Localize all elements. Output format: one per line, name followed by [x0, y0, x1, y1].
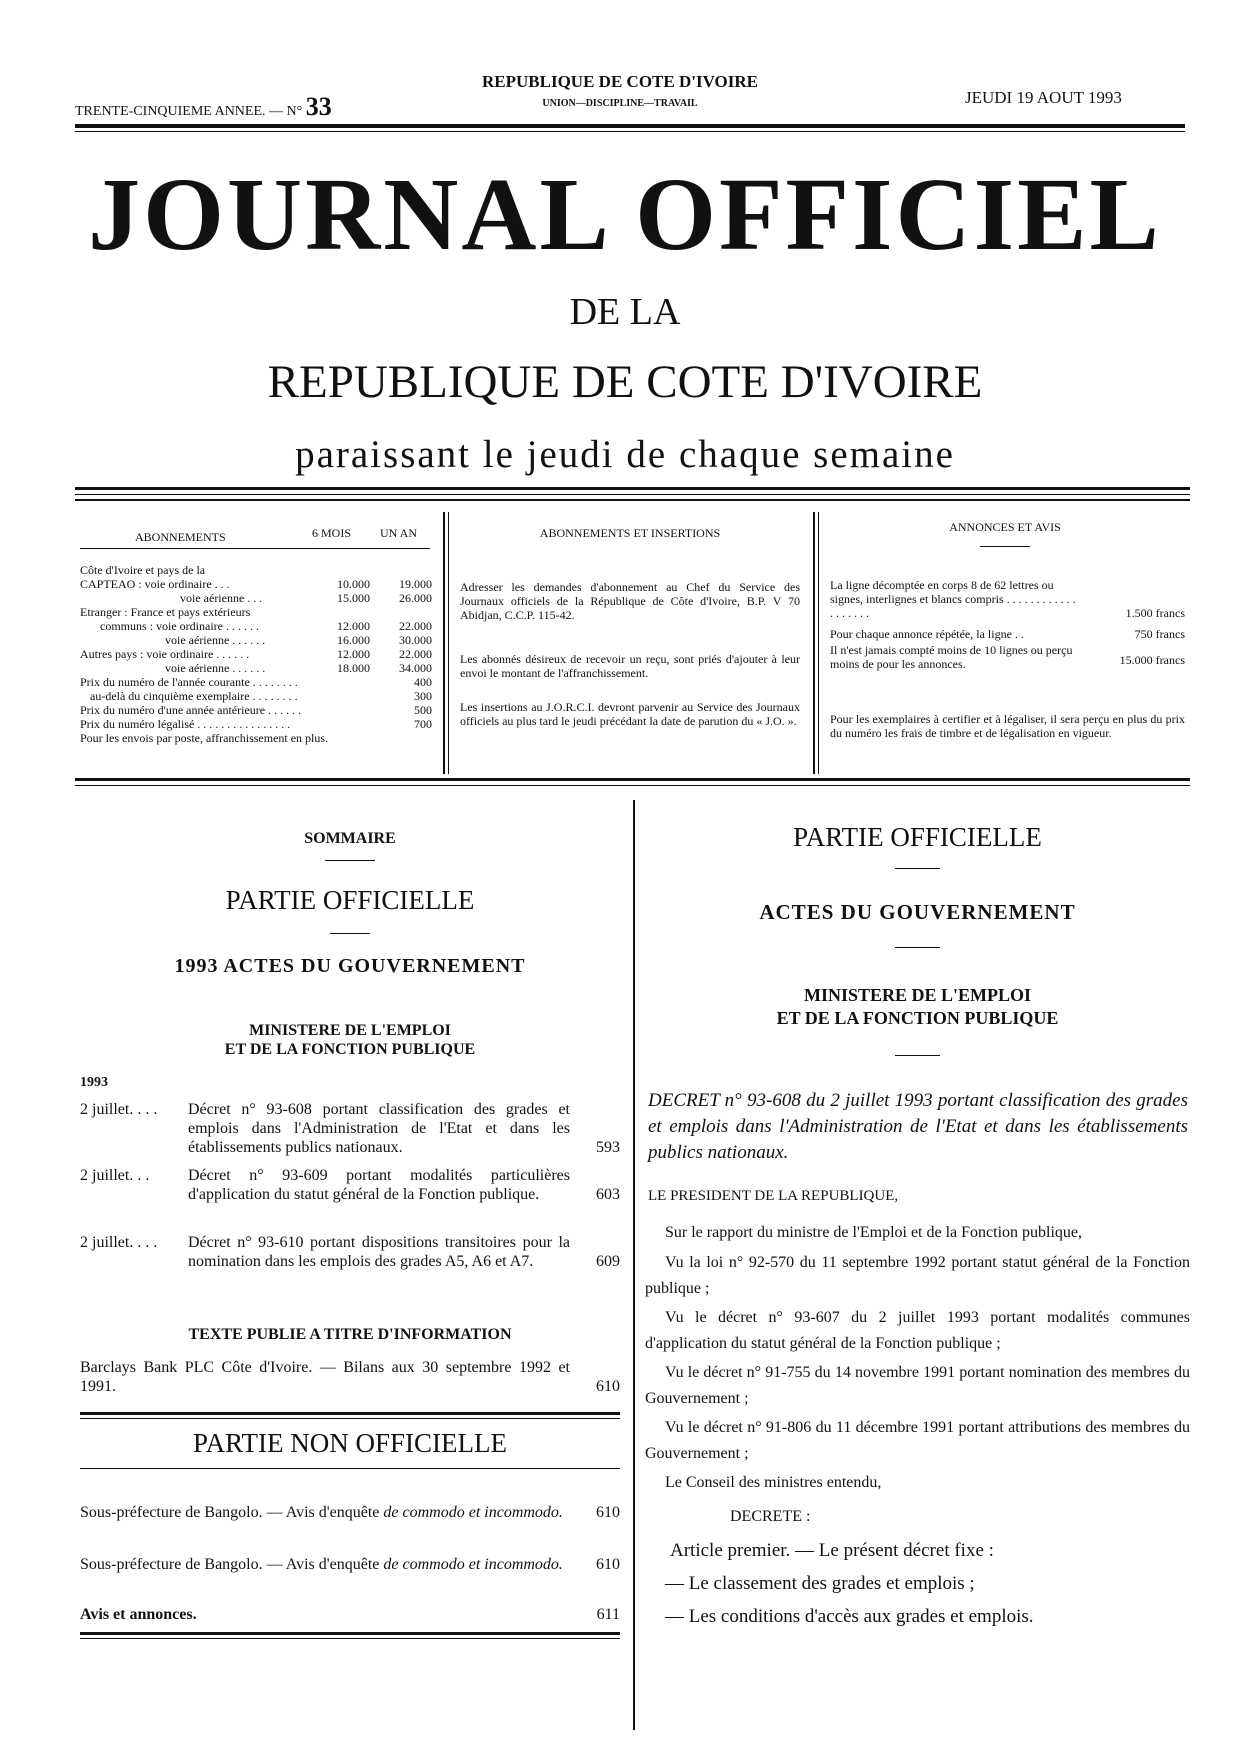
- right-actes: ACTES DU GOUVERNEMENT: [759, 900, 1076, 924]
- postal-note: Pour les envois par poste, affranchissement en plus.: [80, 731, 329, 745]
- announcements-note: Pour les exemplaires à certifier et à légaliser, il sera perçu en plus du prix du numéro les frais de timbre et de légalisation en vigueur.: [830, 712, 1185, 740]
- toc-item: 2 juillet. . . . Décret n° 93-610 portant dispositions transitoires pour la nomination dans les emplois des grades A5, A6 et A7. 609: [80, 1234, 620, 1270]
- summary-ministry-2: ET DE LA FONCTION PUBLIQUE: [224, 1041, 476, 1058]
- box-bottom-rule-1: [75, 778, 1190, 781]
- right-partie: PARTIE OFFICIELLE: [793, 822, 1042, 852]
- non-off-rule-3: [80, 1468, 620, 1469]
- subs-divider: [80, 548, 430, 549]
- body-p2: Vu la loi n° 92-570 du 11 septembre 1992 portant statut général de la Fonction publique ;: [645, 1254, 1190, 1297]
- motto: UNION—DISCIPLINE—TRAVAIL: [542, 98, 698, 109]
- article-1-b: — Les conditions d'accès aux grades et emplois.: [665, 1606, 1034, 1627]
- insertions-header: ABONNEMENTS ET INSERTIONS: [539, 526, 721, 540]
- subs-row: voie aérienne . . . . . . 16.000 30.000: [165, 633, 432, 647]
- subs-col-6mois: 6 MOIS: [312, 526, 352, 540]
- price-row: Prix du numéro légalisé . . . . . . . . . . . . . . . . 700: [80, 717, 432, 731]
- announcements-header: ANNONCES ET AVIS: [949, 520, 1061, 534]
- subtitle-republic: REPUBLIQUE DE COTE D'IVOIRE: [267, 356, 983, 408]
- summary-end-rule-1: [80, 1632, 620, 1635]
- subs-rows: [80, 563, 432, 745]
- body-p6: Le Conseil des ministres entendu,: [665, 1474, 882, 1491]
- toc-non-item: Sous-préfecture de Bangolo. — Avis d'enquête de commodo et incommodo. 610: [80, 1556, 620, 1573]
- right-sep-2: [895, 947, 940, 948]
- price-row: Prix du numéro de l'année courante . . . . . . . . 400: [80, 675, 432, 689]
- summary-actes: 1993 ACTES DU GOUVERNEMENT: [174, 955, 526, 977]
- decree-title: DECRET n° 93-608 du 2 juillet 1993 portant classification des grades et emplois dans l'Administration de l'Etat et dans les établissements publics nationaux.: [648, 1090, 1188, 1163]
- journal-title: JOURNAL OFFICIEL: [88, 157, 1162, 272]
- body-p1: Sur le rapport du ministre de l'Emploi et de la Fonction publique,: [665, 1224, 1083, 1241]
- insertions-p1: Adresser les demandes d'abonnement au Chef du Service des Journaux officiels de la République de Côte d'Ivoire, B.P. V 70 Abidjan, C.C.P. 115-42.: [460, 580, 800, 622]
- box-bottom-rule-2: [75, 785, 1190, 786]
- decrete: DECRETE :: [730, 1508, 811, 1525]
- subs-row: communs : voie ordinaire . . . . . . 12.000 22.000: [100, 619, 432, 633]
- announce-row-1: La ligne décomptée en corps 8 de 62 lettres ou signes, interlignes et blancs compris . . . . . . . . . . . . . . . . . . . 1.500 francs: [830, 578, 1185, 620]
- insertions-p3: Les insertions au J.O.R.C.I. devront parvenir au Service des Journaux officiels au plus tard le jeudi précédant la date de parution du « J.O. ».: [460, 700, 800, 728]
- body-p5: Vu le décret n° 91-806 du 11 décembre 1991 portant attributions des membres du Gouvernement ;: [645, 1419, 1190, 1462]
- summary-sep-2: [330, 933, 370, 934]
- summary-end-rule-2: [80, 1638, 620, 1639]
- summary-title: SOMMAIRE: [304, 830, 396, 847]
- president-line: LE PRESIDENT DE LA REPUBLIQUE,: [648, 1188, 899, 1204]
- right-sep-3: [895, 1055, 940, 1056]
- right-ministry-1: MINISTERE DE L'EMPLOI: [803, 985, 1032, 1005]
- non-off-rule-2: [80, 1418, 620, 1419]
- article-1-a: — Le classement des grades et emplois ;: [665, 1573, 975, 1594]
- summary-year: 1993: [80, 1075, 108, 1090]
- right-ministry-2: ET DE LA FONCTION PUBLIQUE: [776, 1008, 1059, 1028]
- box-vrule-1: [443, 512, 445, 774]
- issue-date: JEUDI 19 AOUT 1993: [965, 88, 1122, 107]
- non-off-rule-1: [80, 1412, 620, 1415]
- summary-partie-officielle: PARTIE OFFICIELLE: [225, 885, 475, 915]
- subs-header: ABONNEMENTS: [135, 530, 226, 544]
- column-divider: [633, 800, 635, 1730]
- price-row: Prix du numéro d'une année antérieure . . . . . . 500: [80, 703, 432, 717]
- subs-row: Côte d'Ivoire et pays de la: [80, 563, 206, 577]
- header-rule-3: [75, 499, 1190, 501]
- summary-non-officielle: PARTIE NON OFFICIELLE: [193, 1428, 507, 1458]
- toc-non-item: Sous-préfecture de Bangolo. — Avis d'enquête de commodo et incommodo. 610: [80, 1504, 620, 1521]
- box-vrule-2: [448, 512, 449, 774]
- body-p4: Vu le décret n° 91-755 du 14 novembre 1991 portant nomination des membres du Gouvernement ;: [645, 1364, 1190, 1407]
- subs-row: CAPTEAO : voie ordinaire . . . 10.000 19.000: [80, 577, 432, 591]
- toc-item: 2 juillet. . . . Décret n° 93-608 portant classification des grades et emplois dans l'Administration de l'Etat et dans les établissements publics nationaux. 593: [80, 1101, 620, 1156]
- right-sep-1: [895, 868, 940, 869]
- subs-row: voie aérienne . . . 15.000 26.000: [180, 591, 432, 605]
- summary-ministry-1: MINISTERE DE L'EMPLOI: [249, 1022, 451, 1039]
- subs-col-1an: UN AN: [380, 526, 418, 540]
- toc-info-item: Barclays Bank PLC Côte d'Ivoire. — Bilans aux 30 septembre 1992 et 1991. 610: [80, 1359, 620, 1395]
- insertions-p2: Les abonnés désireux de recevoir un reçu, sont priés d'ajouter à leur envoi le montant de l'affranchissement.: [460, 652, 800, 680]
- header-rule-1: [75, 487, 1190, 490]
- masthead-rule-thick: [75, 124, 1185, 128]
- republic-line: REPUBLIQUE DE COTE D'IVOIRE: [482, 72, 758, 91]
- box-vrule-4: [818, 512, 819, 774]
- issue-number: 33: [305, 92, 332, 121]
- summary-sep: [325, 860, 375, 861]
- announcements-underline: [980, 546, 1030, 547]
- subs-row: Etranger : France et pays extérieurs: [80, 605, 251, 619]
- subs-row: Autres pays : voie ordinaire . . . . . . 12.000 22.000: [80, 647, 432, 661]
- announce-row-2: Pour chaque annonce répétée, la ligne . . 750 francs: [830, 627, 1185, 641]
- summary-info-title: TEXTE PUBLIE A TITRE D'INFORMATION: [188, 1326, 512, 1343]
- header-rule-2: [75, 494, 1190, 495]
- toc-non-item: Avis et annonces. 611: [80, 1606, 620, 1623]
- box-vrule-3: [813, 512, 815, 774]
- masthead-rule-thin: [75, 131, 1185, 132]
- toc-item: 2 juillet. . . Décret n° 93-609 portant modalités particulières d'application du statut général de la Fonction publique. 603: [80, 1167, 620, 1203]
- subtitle-de-la: DE LA: [569, 291, 681, 333]
- year-issue: TRENTE-CINQUIEME ANNEE. — N° 33: [75, 92, 332, 121]
- subs-row: voie aérienne . . . . . . 18.000 34.000: [165, 661, 432, 675]
- price-row: au-delà du cinquième exemplaire . . . . . . . . 300: [90, 689, 432, 703]
- tagline: paraissant le jeudi de chaque semaine: [295, 433, 955, 476]
- body-p3: Vu le décret n° 93-607 du 2 juillet 1993 portant modalités communes d'application du statut général de la Fonction publique ;: [645, 1309, 1190, 1352]
- article-1: Article premier. — Le présent décret fixe :: [670, 1540, 994, 1561]
- announce-row-3: Il n'est jamais compté moins de 10 lignes ou perçu moins de pour les annonces. 15.000 francs: [830, 643, 1185, 671]
